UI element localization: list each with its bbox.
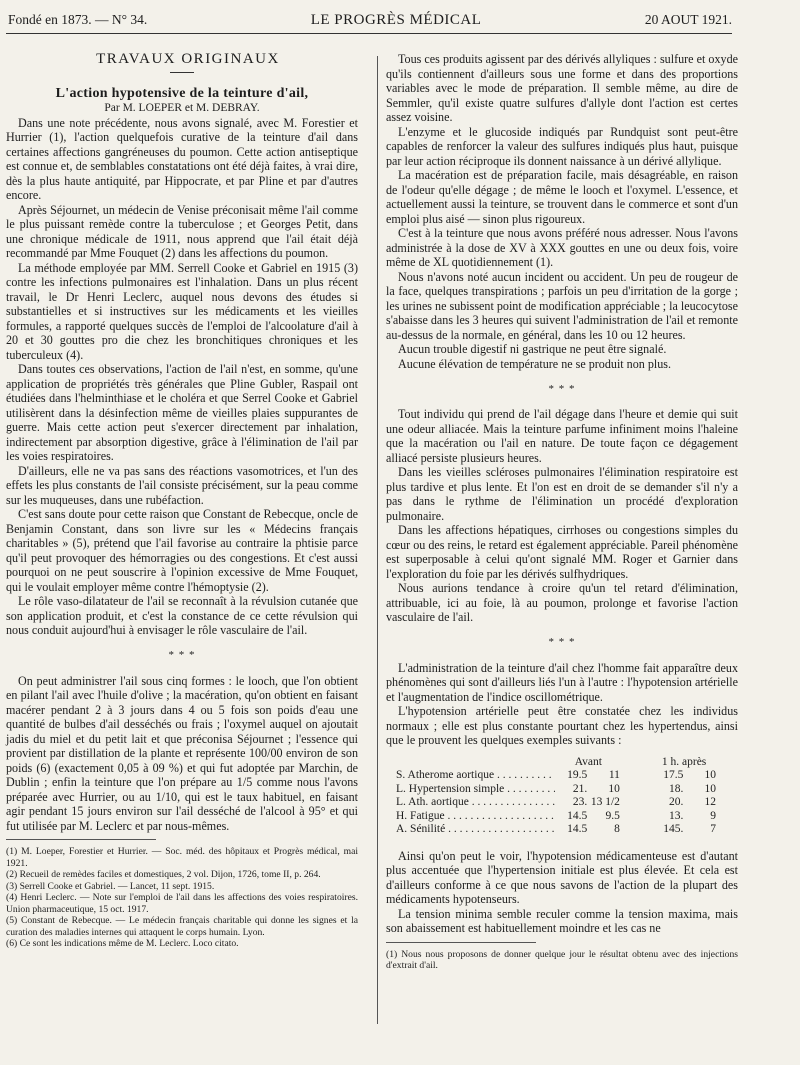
after-max: 20.: [669, 796, 684, 808]
paragraph: Tous ces produits agissent par des dérivés allyliques : sulfure et oxyde qu'ils contiennent d'ailleurs sous une forme et dans des proportions variables avec le mode de préparation. Il semble même, au dire de Semmler, qu'il existe quatre sulfures d'allyle dont l'action est certes assez voisine.: [386, 52, 738, 124]
paragraph: Aucun trouble digestif ni gastrique ne peut être signalé.: [398, 342, 667, 356]
row-label: L. Ath. aortique . . .: [396, 796, 555, 810]
section-separator: * * *: [548, 382, 576, 395]
after-min: 7: [710, 823, 717, 835]
paragraph: C'est sans doute pour cette raison que Constant de Rebecque, oncle de Benjamin Constant, dans son livre sur les « Médecins français charitables » (5), prétend que l'ail favorise au contraire la phtisie parce qu'il peut provoquer des hémorragies ou des congestions. Et c'est aussi pourquoi on ne peut souscrire à l'opinion excessive de Mme Fouquet, qui le voulait employer même contre l'hémoptysie (2).: [6, 507, 358, 594]
before-max: 14.5: [567, 823, 588, 835]
left-column: [6, 52, 358, 950]
before-min: 9.5: [605, 809, 620, 822]
table-row: [396, 783, 716, 797]
paragraph: Le rôle vaso-dilatateur de l'ail se reconnaît à la révulsion cutanée que son application produit, et c'est la constance de ce cette révulsion qui nous conduit aujourd'hui à envisager le rôle vasculaire de l'ail.: [6, 594, 358, 637]
before-min: 10: [608, 782, 620, 795]
section-title: TRAVAUX ORIGINAUX: [96, 51, 280, 67]
header-rule: [6, 33, 732, 34]
paragraph: Aucune élévation de température ne se produit non plus.: [398, 356, 672, 371]
running-head: [8, 12, 732, 30]
footnote: (3) Serrell Cooke et Gabriel. — Lancet, 11 sept. 1915.: [6, 880, 215, 892]
before-max: 23.: [572, 796, 588, 808]
footnote-rule: [6, 839, 156, 840]
after-min: 9: [710, 809, 717, 822]
article-authors: Par M. LOEPER et M. DEBRAY.: [104, 102, 260, 114]
before-min: 8: [614, 823, 620, 835]
table-header: [396, 756, 716, 770]
article-title: L'action hypotensive de la teinture d'ail,: [55, 85, 309, 101]
paragraph: Dans les affections hépatiques, cirrhoses ou congestions simples du cœur ou des reins, le retard est également appréciable. Pareil phénomène est superposable à celui qu'ont signalé MM. Roger et Garnier dans l'exploration du foie par les dérivés sulfhydriques.: [386, 523, 738, 581]
row-label: A. Sénilité . . .: [396, 823, 555, 837]
paragraph: Tout individu qui prend de l'ail dégage dans l'heure et demie qui suit une odeur alliacée. Mais la teinture parfume infiniment moins l'haleine que la macération ou l'ail en nature. De toute façon ce dégagement alliacé persiste plusieurs heures.: [386, 407, 738, 465]
paragraph: La méthode employée par MM. Serrell Cooke et Gabriel en 1915 (3) contre les infections pulmonaires est l'inhalation. Dans un plus récent travail, le Dr Henri Leclerc, auquel nous devons des études si substantielles et si instructives sur les médicaments et les vieilles formules, a rapporté quelques succès de l'emploi de l'alcoolature d'ail à 20 et 30 gouttes pro die chez les bronchitiques chroniques et les tuberculeux (4).: [6, 260, 358, 362]
paragraph: Dans les vieilles scléroses pulmonaires l'élimination respiratoire est plus tardive et plus lente. Et l'on est en droit de se demander s'il n'y a pas dans le rythme de l'élimination un procédé d'exploration pulmonaire.: [386, 465, 738, 523]
paragraph: L'enzyme et le glucoside indiqués par Rundquist sont peut-être capables de renforcer la valeur des sulfures indiqués plus haut, puisque par leur action réciproque ils donnent naissance à un dérivé allylique.: [386, 124, 738, 168]
paragraph: Dans toutes ces observations, l'action de l'ail n'est, en somme, qu'une application de propriétés très générales que Pline Gubler, Raspail ont étudiées dans l'helminthiase et le choléra et que Serrel Cooke et Gabriel utilisèrent dans la désinfection même de vieilles plaies suppurantes de guerre. Mais cette action peut s'exercer directement par inhalation, indirectement par absorption digestive, grâce à l'élimination de l'ail par les voies respiratoires.: [6, 362, 358, 463]
section-separator: * * *: [168, 649, 196, 662]
right-column: [386, 52, 738, 972]
issue-date: 20 AOUT 1921.: [644, 12, 732, 27]
paragraph: Dans une note précédente, nous avons signalé, avec M. Forestier et Hurrier (1), l'action quelquefois curative de la teinture d'ail dans certaines affections gangréneuses du poumon. Cette action antiseptique est connue et, de semblables constatations ont été déjà faites, à vrai dire, dès la plus haute antiquité, par Hippocrate, et par Pline et par d'autres encore.: [6, 115, 358, 202]
footnote: (4) Henri Leclerc. — Note sur l'emploi de l'ail dans les affections des voies respiratoires. Union pharmaceutique, 15 oct. 1917.: [6, 892, 358, 915]
before-max: 21.: [572, 782, 588, 795]
paragraph: Nous n'avons noté aucun incident ou accident. Un peu de rougeur de la face, quelques transpirations ; parfois un peu d'irritation de la gorge ; les urines ne subissent point de modification appréciable ; la leucocytose s'abaisse dans les 3 heures qui suivent l'administration de l'ail et remonte au-dessus de la normale, en général, dans les 10 ou 12 heures.: [386, 269, 738, 342]
after-max: 145.: [663, 823, 684, 835]
after-min: 10: [704, 769, 717, 781]
footnote-rule: [386, 942, 536, 943]
before-max: 19.5: [567, 769, 588, 781]
header-after: 1 h. après: [661, 755, 707, 768]
row-label: L. Hypertension simple . . .: [396, 783, 555, 797]
footnotes: [386, 949, 738, 972]
paragraph: On peut administrer l'ail sous cinq formes : le looch, que l'on obtient en pilant l'ail avec l'huile d'olive ; la macération, qu'on obtient en faisant macérer pendant 2 à 3 jours dans 4 ou 5 fois son poids d'eau une quantité de bulbes d'ail desséchés ou frais ; l'oxymel auquel on ajoutait jadis du miel et du petit lait et que préconisa Séjournet ; l'essence qui provient par distillation de la plante et représente 100/00 environ de son poids (6) (exactement 0,05 à 09 %) et qui fut adoptée par Marchin, de Dublin ; enfin la teinture que l'on prépare au 1/5 comme nous l'avons préparée avec Hurrier, ou au 1/10, qui est le taux habituel, en faisant agir pendant 15 jours environ sur l'ail desséché de l'alcool à 95° et qui fut utilisée par M. Leclerc et par nous-mêmes.: [6, 673, 358, 833]
paragraph: Ainsi qu'on peut le voir, l'hypotension médicamenteuse est d'autant plus accentuée que l'hypertension initiale est plus élevée. Et cela est d'ailleurs conforme à ce que nous savons de l'action de la plupart des médicaments hypotenseurs.: [386, 848, 738, 906]
paragraph: La tension minima semble reculer comme la tension maxima, mais son abaissement est habituellement moindre et les cas ne: [386, 906, 738, 935]
row-label: S. Atherome aortique . . .: [396, 769, 555, 783]
section-rule: [170, 72, 194, 73]
paragraph: C'est à la teinture que nous avons préféré nous adresser. Nous l'avons administrée à la dose de XV à XXX gouttes en une ou deux fois, voire même de XL quotidiennement (1).: [386, 226, 738, 269]
before-max: 14.5: [567, 809, 588, 822]
column-divider: [377, 56, 378, 1024]
issue-label: Fondé en 1873. — N° 34.: [8, 12, 148, 27]
after-max: 13.: [669, 809, 684, 822]
table-row: [396, 810, 716, 824]
table-row: [396, 823, 716, 837]
footnote: (1) M. Loeper, Forestier et Hurrier. — Soc. méd. des hôpitaux et Progrès médical, mai 1921.: [6, 846, 358, 869]
section-separator: * * *: [548, 636, 576, 649]
header-before: Avant: [574, 755, 602, 768]
after-max: 17.5: [663, 769, 684, 781]
after-max: 18.: [669, 782, 684, 795]
journal-title: LE PROGRÈS MÉDICAL: [310, 12, 482, 28]
footnote: (2) Recueil de remèdes faciles et domestiques, 2 vol. Dijon, 1726, tome II, p. 264.: [6, 869, 321, 880]
footnote: (6) Ce sont les indications même de M. Leclerc. Loco citato.: [6, 938, 239, 949]
paragraph: La macération est de préparation facile, mais désagréable, en raison de l'odeur qu'elle dégage ; de même le looch et l'oxymel. L'essence, et actuellement aussi la teinture, se trouvent dans le commerce et sont d'un emploi plus aisé — sinon plus rigoureux.: [386, 168, 738, 226]
before-min: 13 1/2: [590, 796, 620, 808]
table-row: [396, 769, 716, 783]
after-min: 10: [704, 782, 717, 795]
paragraph: L'administration de la teinture d'ail chez l'homme fait apparaître deux phénomènes qui sont d'ailleurs liés l'un à l'autre : l'hypotension artérielle et l'augmentation de l'indice oscillométrique.: [386, 660, 738, 704]
paragraph: L'hypotension artérielle peut être constatée chez les individus normaux ; elle est plus constante pourtant chez les hypertendus, ainsi que le prouvent les quelques exemples suivants :: [386, 704, 738, 747]
row-label: H. Fatigue . . .: [396, 810, 555, 824]
footnotes: [6, 846, 358, 950]
paragraph: Après Séjournet, un médecin de Venise préconisait même l'ail comme le plus puissant remède contre la tuberculose ; et Georges Petit, dans une chronique médicale de 1911, nous apprend que l'ail était déjà recommandé par Mme Fouquet (2) dans les affections du poumon.: [6, 202, 358, 260]
blood-pressure-table: [396, 756, 716, 837]
footnote: (5) Constant de Rebecque. — Le médecin français charitable qui donne les signes et la curation des maladies internes qui attaquent le corps humain. Lyon.: [6, 915, 358, 938]
after-min: 12: [704, 796, 717, 808]
footnote: (1) Nous nous proposons de donner quelque jour le résultat obtenu avec des injections d'extrait d'ail.: [386, 948, 738, 971]
before-min: 11: [608, 769, 620, 781]
paragraph: Nous aurions tendance à croire qu'un tel retard d'élimination, attribuable, ici au foie, là au poumon, prolonge et favorise l'action vasculaire de l'ail.: [386, 581, 738, 624]
paragraph: D'ailleurs, elle ne va pas sans des réactions vasomotrices, et l'un des effets les plus constants de l'ail consiste précisément, sur la peau comme sur les muqueuses, dans une rubéfaction.: [6, 463, 358, 507]
table-row: [396, 796, 716, 810]
